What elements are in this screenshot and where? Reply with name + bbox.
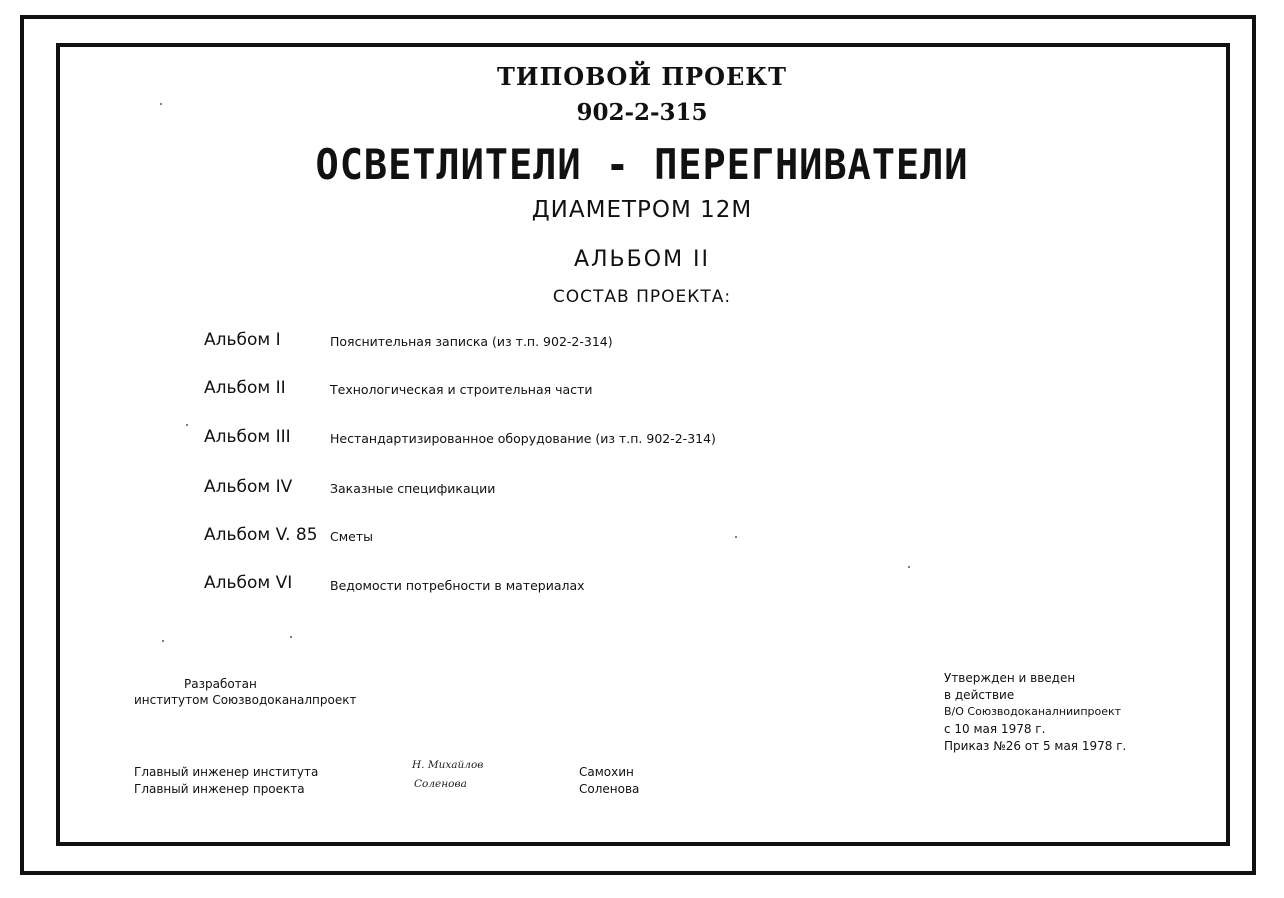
approval-line3: В/О Союзводоканалниипроект [944, 705, 1122, 718]
project-type-heading: ТИПОВОЙ ПРОЕКТ [497, 62, 787, 91]
signature: Соленова [414, 778, 467, 790]
album-number: АЛЬБОМ II [573, 247, 711, 272]
project-subtitle: ДИАМЕТРОМ 12М [531, 197, 753, 223]
scan-speck [162, 640, 164, 642]
album-label: Альбом VI [204, 573, 293, 593]
album-label: Альбом III [204, 427, 291, 447]
album-description: Пояснительная записка (из т.п. 902-2-314) [330, 334, 613, 349]
developer-line2: институтом Союзводоканалпроект [134, 693, 357, 707]
scan-speck [186, 424, 188, 426]
album-description: Ведомости потребности в материалах [330, 578, 585, 593]
signatory-role: Главный инженер института [134, 765, 319, 779]
album-label: Альбом I [204, 330, 281, 350]
signatory-name: Самохин [579, 765, 634, 779]
album-description: Нестандартизированное оборудование (из т.п. 902-2-314) [330, 431, 716, 446]
approval-line5: Приказ №26 от 5 мая 1978 г. [944, 739, 1127, 753]
scan-speck [290, 636, 292, 638]
approval-line4: с 10 мая 1978 г. [944, 722, 1046, 736]
approval-line1: Утвержден и введен [944, 671, 1076, 685]
album-description: Сметы [330, 529, 373, 544]
signatory-role: Главный инженер проекта [134, 782, 305, 796]
album-description: Технологическая и строительная части [330, 382, 593, 397]
approval-line2: в действие [944, 688, 1015, 702]
developer-line1: Разработан [184, 677, 257, 691]
album-label: Альбом V. 85 [204, 525, 318, 545]
project-title: ОСВЕТЛИТЕЛИ - ПЕРЕГНИВАТЕЛИ [315, 140, 969, 189]
contents-heading: СОСТАВ ПРОЕКТА: [552, 287, 732, 307]
album-label: Альбом IV [204, 477, 293, 497]
album-description: Заказные спецификации [330, 481, 496, 496]
signature: Н. Михайлов [412, 759, 484, 771]
album-label: Альбом II [204, 378, 286, 398]
project-number: 902-2-315 [576, 99, 708, 126]
signatory-name: Соленова [579, 782, 640, 796]
scan-speck [908, 566, 910, 568]
scan-speck [735, 536, 737, 538]
